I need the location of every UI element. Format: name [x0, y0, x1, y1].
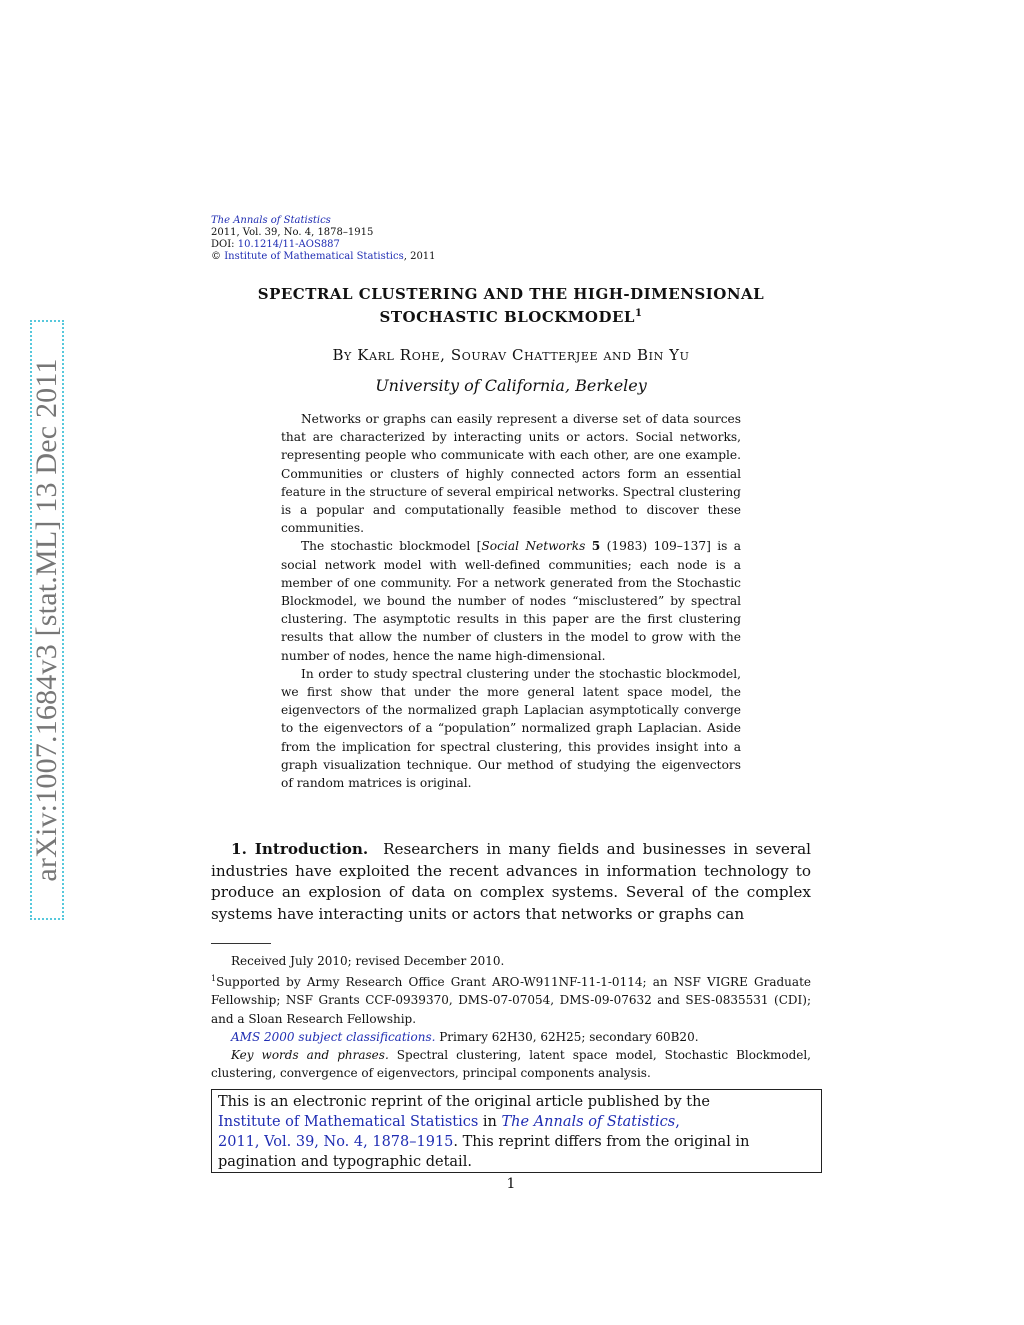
ams-link[interactable]: AMS 2000 subject classifications.	[231, 1029, 436, 1044]
title-footnote-mark: 1	[634, 308, 643, 319]
reprint-institute-link[interactable]: Institute of Mathematical Statistics	[218, 1114, 479, 1130]
abstract-paragraph-3: In order to study spectral clustering under the stochastic blockmodel, we first show that under the more general latent space model, the eigenvectors of the normalized graph Laplacian asymptotically converge to the eigenvectors of a “population” normalized graph Laplacian. Aside from the implication for spectral clustering, this provides insight into a graph visualization technique. Our method of studying the eigenvectors of random matrices is original.	[281, 666, 741, 791]
volume-info: 2011, Vol. 39, No. 4, 1878–1915	[211, 227, 374, 238]
copyright-year: , 2011	[403, 251, 436, 262]
journal-link[interactable]: The Annals of Statistics	[211, 215, 331, 226]
authors: By Karl Rohe, Sourav Chatterjee and Bin Yu	[332, 346, 690, 364]
support-note: $^1$Supported by Army Research Office Grant ARO-W911NF-11-1-0114; an NSF VIGRE Graduate Fellowship; NSF Grants CCF-0939370, DMS-07-07054, DMS-09-07632 and SES-0835531 (CDI); and a Sloan Research Fellowship.	[211, 974, 811, 1026]
introduction-section	[211, 839, 811, 925]
title-line-2: STOCHASTIC BLOCKMODEL	[379, 308, 635, 326]
doi-label: DOI:	[211, 239, 238, 250]
intro-text: Researchers in many fields and businesses in several industries have exploited the recent advances in information technology to produce an explosion of data on complex systems. Several of the complex systems have interacting units or actors that networks or graphs can	[211, 840, 811, 923]
doi-link[interactable]: 10.1214/11-AOS887	[237, 239, 340, 250]
cited-volume: 5	[591, 539, 601, 554]
section-heading: 1. Introduction.	[231, 840, 369, 858]
arxiv-stamp-text: arXiv:1007.1684v3 [stat.ML] 13 Dec 2011	[30, 358, 63, 882]
ams-classification: AMS 2000 subject classifications. Primary 62H30, 62H25; secondary 60B20.	[231, 1029, 699, 1044]
reprint-citation-link[interactable]: 2011, Vol. 39, No. 4, 1878–1915	[218, 1134, 454, 1150]
journal-header	[211, 215, 436, 263]
title-line-1: SPECTRAL CLUSTERING AND THE HIGH-DIMENSIONAL	[257, 285, 765, 303]
abstract-paragraph-2: The stochastic blockmodel [Social Networks 5 (1983) 109–137] is a social network model with well-defined communities; each node is a member of one community. For a network generated from the Stochastic Blockmodel, we bound the number of nodes “misclustered” by spectral clustering. The asymptotic results in this paper are the first clustering results that allow the number of clusters in the model to grow with the number of nodes, hence the name high-dimensional.	[281, 539, 741, 663]
received-note: Received July 2010; revised December 2010.	[231, 954, 505, 968]
affiliation: University of California, Berkeley	[375, 376, 647, 395]
footnotes	[211, 952, 811, 1082]
page-number: 1	[506, 1176, 516, 1192]
institute-link[interactable]: Institute of Mathematical Statistics	[224, 251, 404, 262]
reprint-journal-link[interactable]: The Annals of Statistics	[501, 1114, 676, 1130]
keywords: Key words and phrases. Spectral clustering, latent space model, Stochastic Blockmodel, clustering, convergence of eigenvectors, principal components analysis.	[211, 1048, 811, 1081]
copyright-symbol: ©	[211, 251, 221, 262]
footnote-rule	[211, 943, 271, 944]
abstract-paragraph-1: Networks or graphs can easily represent a diverse set of data sources that are characterized by interacting units or actors. Social networks, representing people who communicate with each other, are one example. Communities or clusters of highly connected actors form an essential feature in the structure of several empirical networks. Spectral clustering is a popular and computationally feasible method to discover these communities.	[281, 412, 741, 536]
reprint-notice: This is an electronic reprint of the original article published by the Institute of Mathematical Statistics in The Annals of Statistics, 2011, Vol. 39, No. 4, 1878–1915. This reprint differs from the original in pagination and typographic detail.	[211, 1089, 822, 1173]
paper-title	[211, 284, 811, 327]
arxiv-stamp	[30, 320, 64, 920]
cited-journal: Social Networks	[481, 539, 586, 554]
abstract	[281, 410, 741, 792]
